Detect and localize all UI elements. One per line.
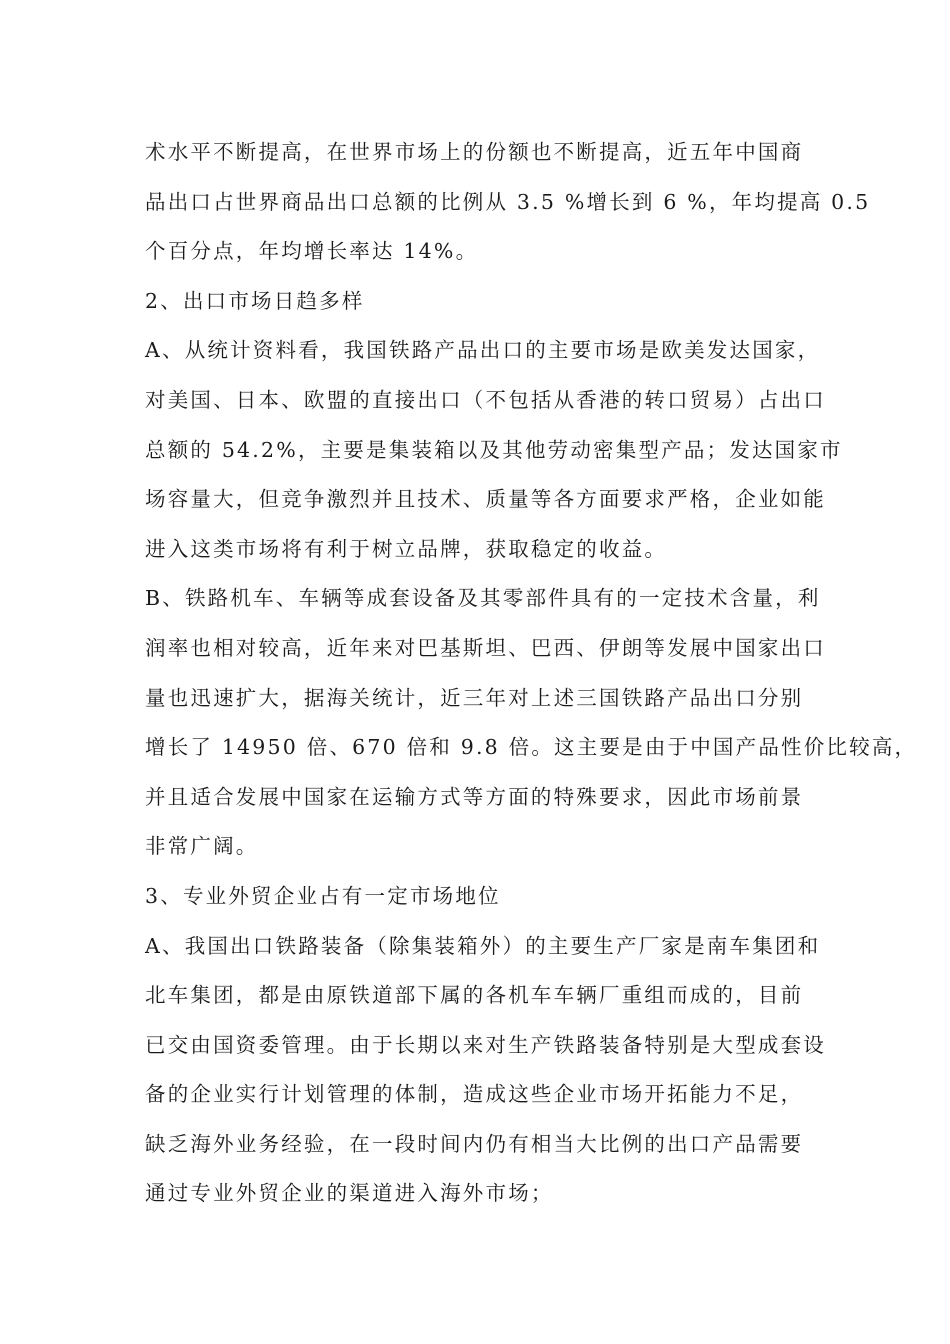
body-text [145,134,918,1225]
text-line: 术水平不断提高，在世界市场上的份额也不断提高，近五年中国商 [145,140,804,164]
text-line: 场容量大，但竞争激烈并且技术、质量等各方面要求严格，企业如能 [145,487,826,512]
text-line: 量也迅速扩大，据海关统计，近三年对上述三国铁路产品出口分别 [145,685,804,710]
text-line: 增长了 14950 倍、670 倍和 9.8 倍。这主要是由于中国产品性价比较高， [145,735,918,760]
text-line: B、铁路机车、车辆等成套设备及其零部件具有的一定技术含量，利 [145,586,821,611]
text-line: 个百分点，年均增长率达 14%。 [145,239,479,264]
section-heading: 2、出口市场日趋多样 [145,288,365,313]
text-line: 润率也相对较高，近年来对巴基斯坦、巴西、伊朗等发展中国家出口 [145,635,826,660]
text-line: 通过专业外贸企业的渠道进入海外市场； [145,1181,554,1206]
text-line: 备的企业实行计划管理的体制，造成这些企业市场开拓能力不足， [145,1082,804,1107]
text-line: A、从统计资料看，我国铁路产品出口的主要市场是欧美发达国家， [145,338,821,363]
text-line: 总额的 54.2%，主要是集装箱以及其他劳动密集型产品；发达国家市 [145,437,843,462]
text-line: 北车集团，都是由原铁道部下属的各机车车辆厂重组而成的，目前 [145,983,804,1008]
text-line: A、我国出口铁路装备（除集装箱外）的主要生产厂家是南车集团和 [145,933,821,958]
text-line: 非常广阔。 [145,834,259,859]
text-line: 并且适合发展中国家在运输方式等方面的特殊要求，因此市场前景 [145,784,804,809]
section-heading: 3、专业外贸企业占有一定市场地位 [145,883,501,908]
text-line: 进入这类市场将有利于树立品牌，获取稳定的收益。 [145,536,668,561]
text-line: 缺乏海外业务经验，在一段时间内仍有相当大比例的出口产品需要 [145,1131,804,1156]
text-line: 对美国、日本、欧盟的直接出口（不包括从香港的转口贸易）占出口 [145,387,826,412]
text-line: 已交由国资委管理。由于长期以来对生产铁路装备特别是大型成套设 [145,1032,826,1057]
text-line: 品出口占世界商品出口总额的比例从 3.5 %增长到 6 %，年均提高 0.5 [145,189,871,214]
